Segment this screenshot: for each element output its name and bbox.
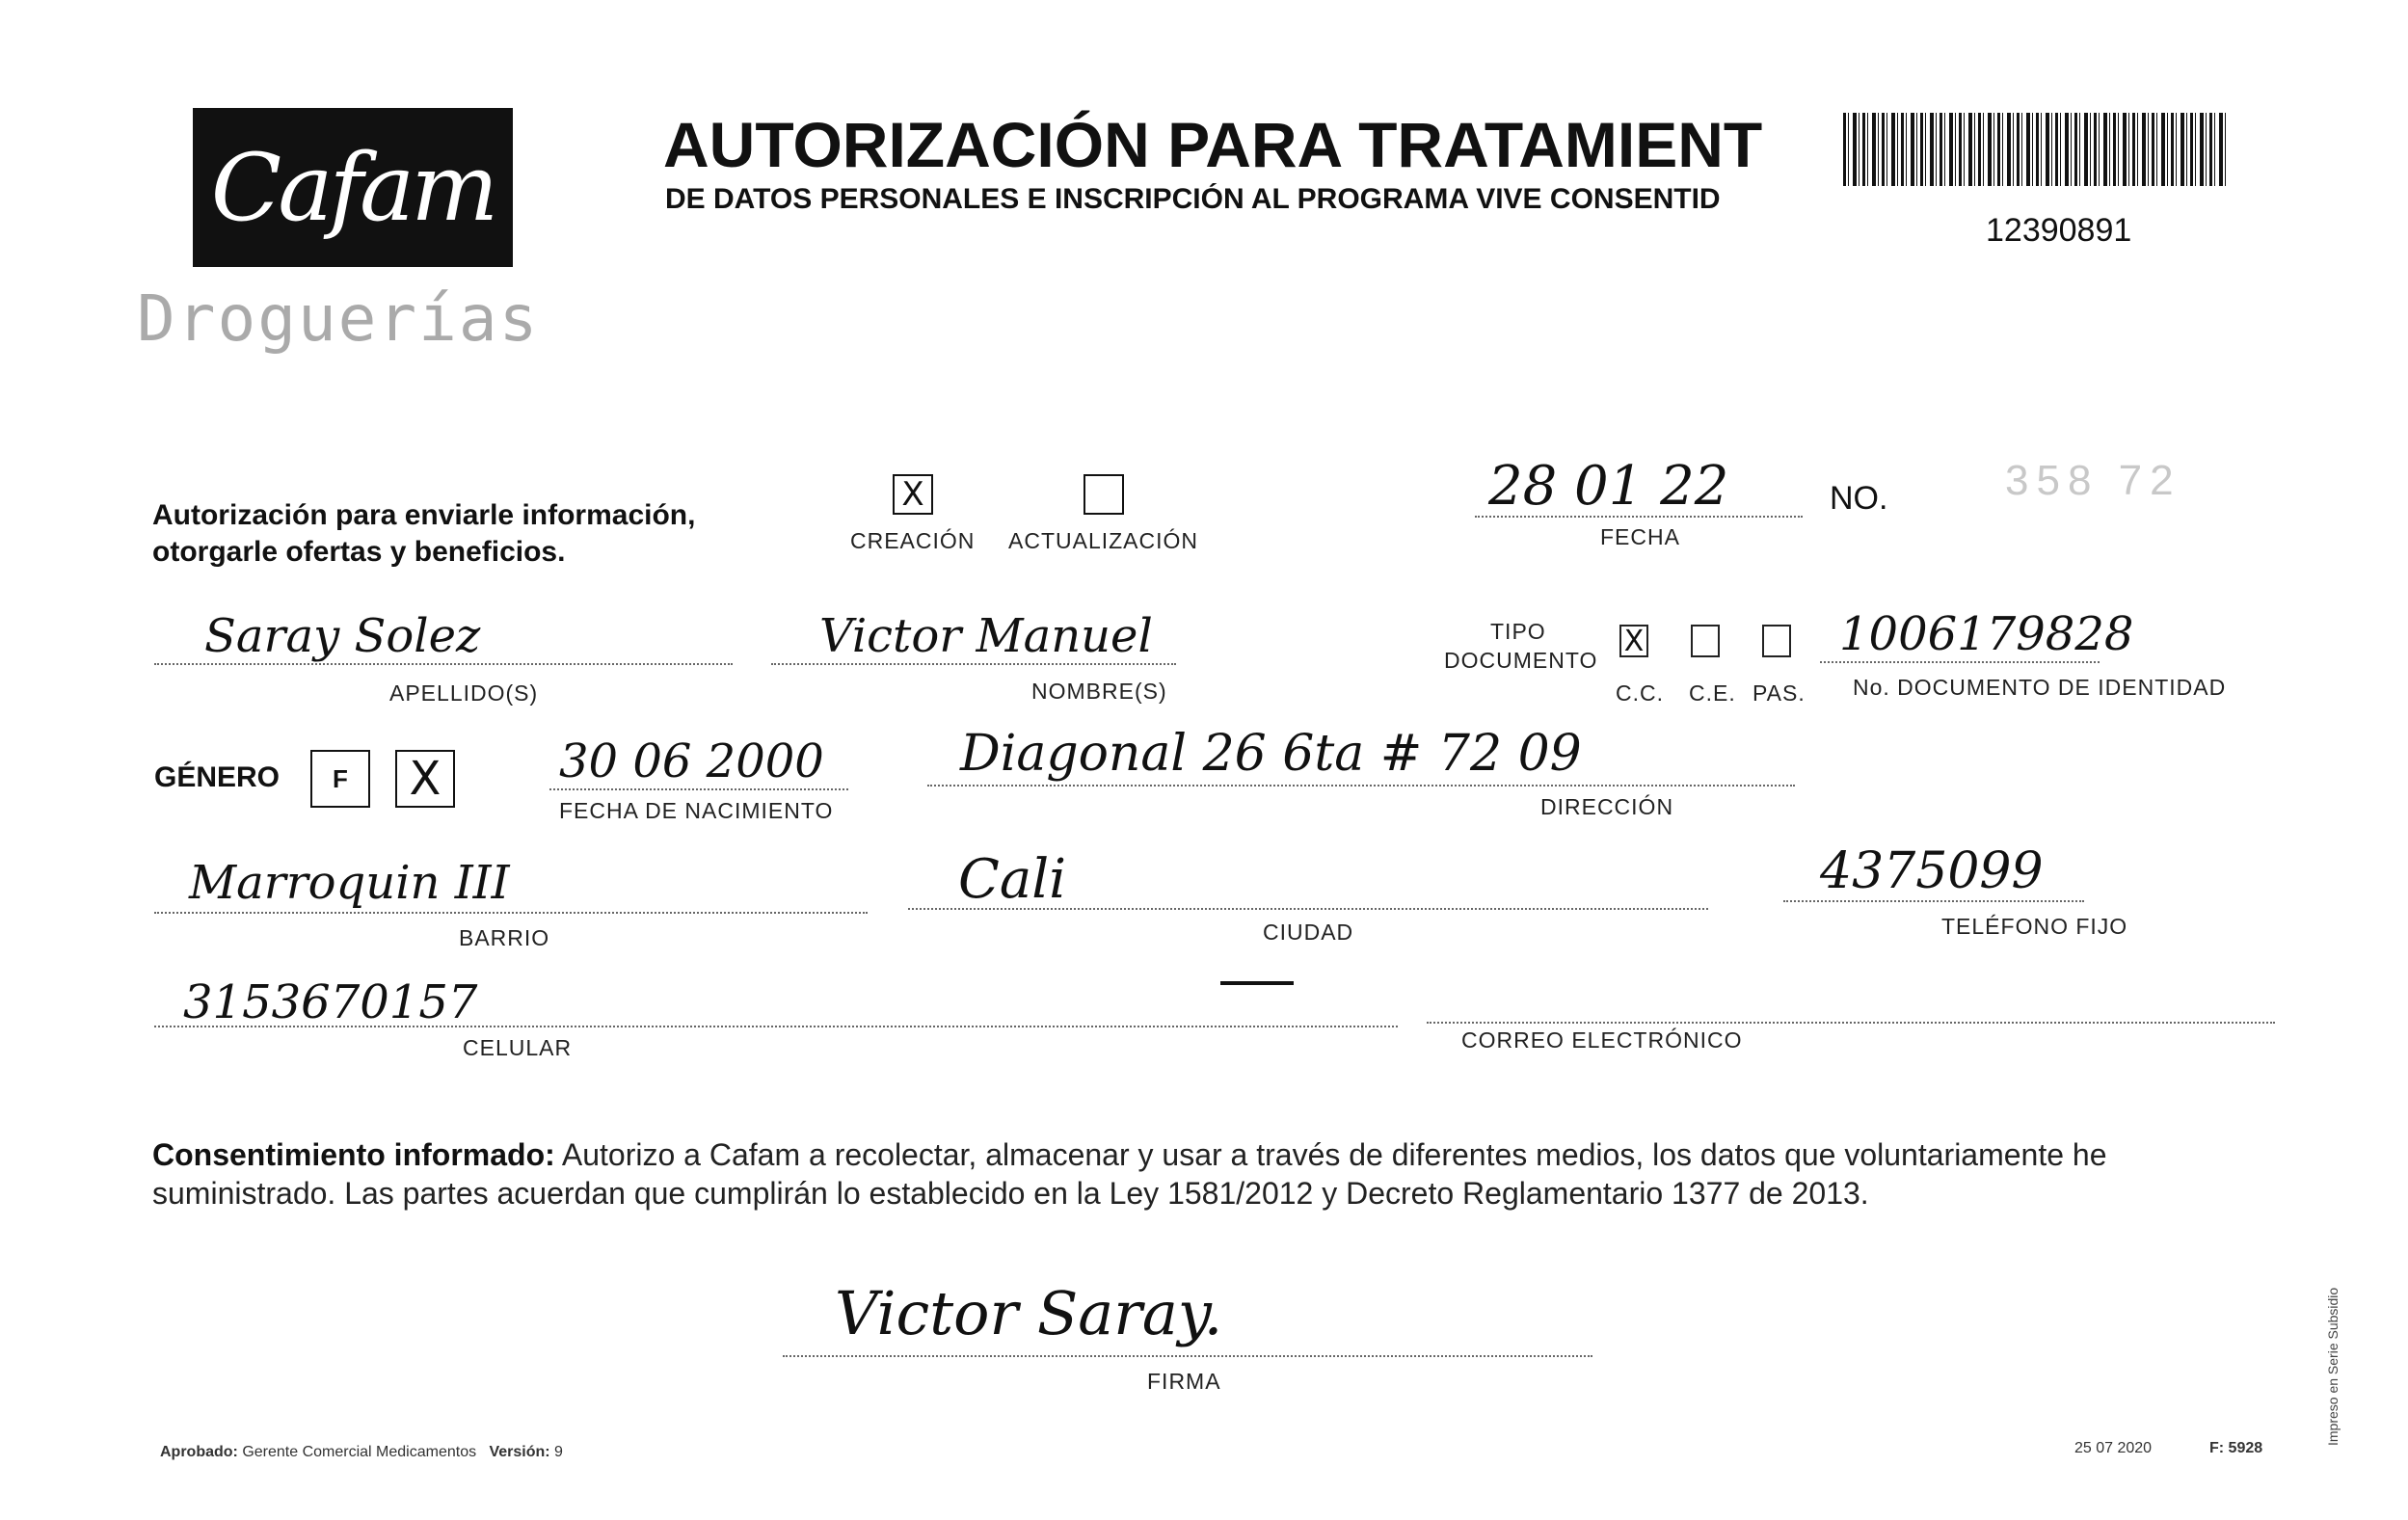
documento-line bbox=[1820, 661, 2100, 663]
creacion-label: CREACIÓN bbox=[850, 528, 976, 553]
fecha-value[interactable]: 28 01 22 bbox=[1488, 455, 1729, 518]
version-value: 9 bbox=[554, 1444, 563, 1460]
footer-code: F: 5928 bbox=[2209, 1440, 2263, 1456]
intro-line-1: Autorización para enviarle información, bbox=[152, 499, 696, 531]
fecha-line bbox=[1475, 516, 1803, 518]
creacion-checkbox[interactable]: X bbox=[893, 474, 933, 515]
footer-aprobado bbox=[160, 1444, 563, 1461]
consent-bold: Consentimiento informado: bbox=[152, 1137, 555, 1172]
no-value: 358 72 bbox=[2005, 457, 2181, 504]
intro-line-2: otorgarle ofertas y beneficios. bbox=[152, 536, 566, 568]
tipo-label-2: DOCUMENTO bbox=[1444, 648, 1598, 673]
actualizacion-checkbox[interactable] bbox=[1084, 474, 1124, 515]
genero-m-checkbox[interactable]: X bbox=[395, 750, 455, 808]
barrio-value[interactable]: Marroquin III bbox=[189, 856, 510, 910]
apellidos-line bbox=[154, 663, 733, 665]
logo-text: Cafam bbox=[210, 133, 495, 242]
aprobado-label: Aprobado: bbox=[160, 1444, 238, 1460]
telefono-value[interactable]: 4375099 bbox=[1820, 842, 2044, 900]
fecha-label: FECHA bbox=[1600, 524, 1680, 549]
barrio-line bbox=[154, 912, 868, 914]
ciudad-value[interactable]: Cali bbox=[958, 848, 1067, 911]
ciudad-line bbox=[908, 908, 1708, 910]
genero-f-checkbox[interactable]: F bbox=[310, 750, 370, 808]
apellidos-value[interactable]: Saray Solez bbox=[204, 609, 481, 663]
ce-checkbox[interactable] bbox=[1691, 625, 1720, 657]
direccion-line bbox=[927, 785, 1795, 787]
form-title: AUTORIZACIÓN PARA TRATAMIENT bbox=[663, 109, 1763, 180]
firma-label: FIRMA bbox=[1147, 1369, 1221, 1394]
barcode bbox=[1843, 113, 2227, 186]
celular-value[interactable]: 3153670157 bbox=[183, 975, 478, 1029]
direccion-value[interactable]: Diagonal 26 6ta # 72 09 bbox=[960, 725, 1582, 783]
genero-label: GÉNERO bbox=[154, 761, 281, 793]
tipo-label-1: TIPO bbox=[1490, 619, 1546, 644]
pas-label: PAS. bbox=[1752, 680, 1806, 706]
version-label: Versión: bbox=[489, 1444, 550, 1460]
direccion-label: DIRECCIÓN bbox=[1540, 794, 1674, 819]
form-subtitle: DE DATOS PERSONALES E INSCRIPCIÓN AL PROGRAMA VIVE CONSENTID bbox=[665, 183, 1721, 215]
correo-line[interactable] bbox=[1427, 1022, 2275, 1024]
cc-checkbox[interactable]: X bbox=[1619, 625, 1648, 657]
consent-text bbox=[152, 1135, 2263, 1213]
side-print-text: Impreso en Serie Subsidio bbox=[2325, 1287, 2341, 1446]
documento-value[interactable]: 1006179828 bbox=[1839, 607, 2134, 661]
celular-label: CELULAR bbox=[463, 1035, 573, 1060]
serial-number: 12390891 bbox=[1986, 212, 2132, 249]
telefono-label: TELÉFONO FIJO bbox=[1941, 914, 2128, 939]
apellidos-label: APELLIDO(S) bbox=[389, 680, 539, 706]
aprobado-value: Gerente Comercial Medicamentos bbox=[242, 1444, 477, 1460]
signature: Victor Saray. bbox=[835, 1278, 1223, 1348]
actualizacion-label: ACTUALIZACIÓN bbox=[1008, 528, 1199, 553]
pas-checkbox[interactable] bbox=[1762, 625, 1791, 657]
firma-line[interactable] bbox=[783, 1355, 1592, 1357]
cafam-logo bbox=[193, 108, 513, 267]
cc-label: C.C. bbox=[1616, 680, 1664, 706]
nacimiento-label: FECHA DE NACIMIENTO bbox=[559, 798, 834, 823]
documento-label: No. DOCUMENTO DE IDENTIDAD bbox=[1853, 675, 2227, 700]
footer-date: 25 07 2020 bbox=[2074, 1440, 2153, 1456]
nacimiento-value[interactable]: 30 06 2000 bbox=[559, 734, 824, 788]
nombres-label: NOMBRE(S) bbox=[1031, 679, 1167, 704]
nacimiento-line bbox=[549, 788, 848, 790]
correo-label: CORREO ELECTRÓNICO bbox=[1461, 1027, 1743, 1053]
barrio-label: BARRIO bbox=[459, 925, 550, 950]
consent-body: Autorizo a Cafam a recolectar, almacenar y usar a través de diferentes medios, los datos que voluntariamente he suministrado. Las partes acuerdan que cumplirán lo establecido en la Ley 1581/2012 y Decreto Reglamentario 1377 de 2013. bbox=[152, 1137, 2107, 1211]
nombres-value[interactable]: Victor Manuel bbox=[819, 609, 1153, 663]
celular-line bbox=[154, 1026, 1398, 1027]
ce-label: C.E. bbox=[1689, 680, 1736, 706]
correo-mark bbox=[1220, 981, 1294, 985]
nombres-line bbox=[771, 663, 1176, 665]
logo-subtitle: Droguerías bbox=[137, 281, 540, 356]
telefono-line bbox=[1783, 900, 2084, 902]
no-label: NO. bbox=[1830, 480, 1888, 517]
ciudad-label: CIUDAD bbox=[1263, 920, 1354, 945]
